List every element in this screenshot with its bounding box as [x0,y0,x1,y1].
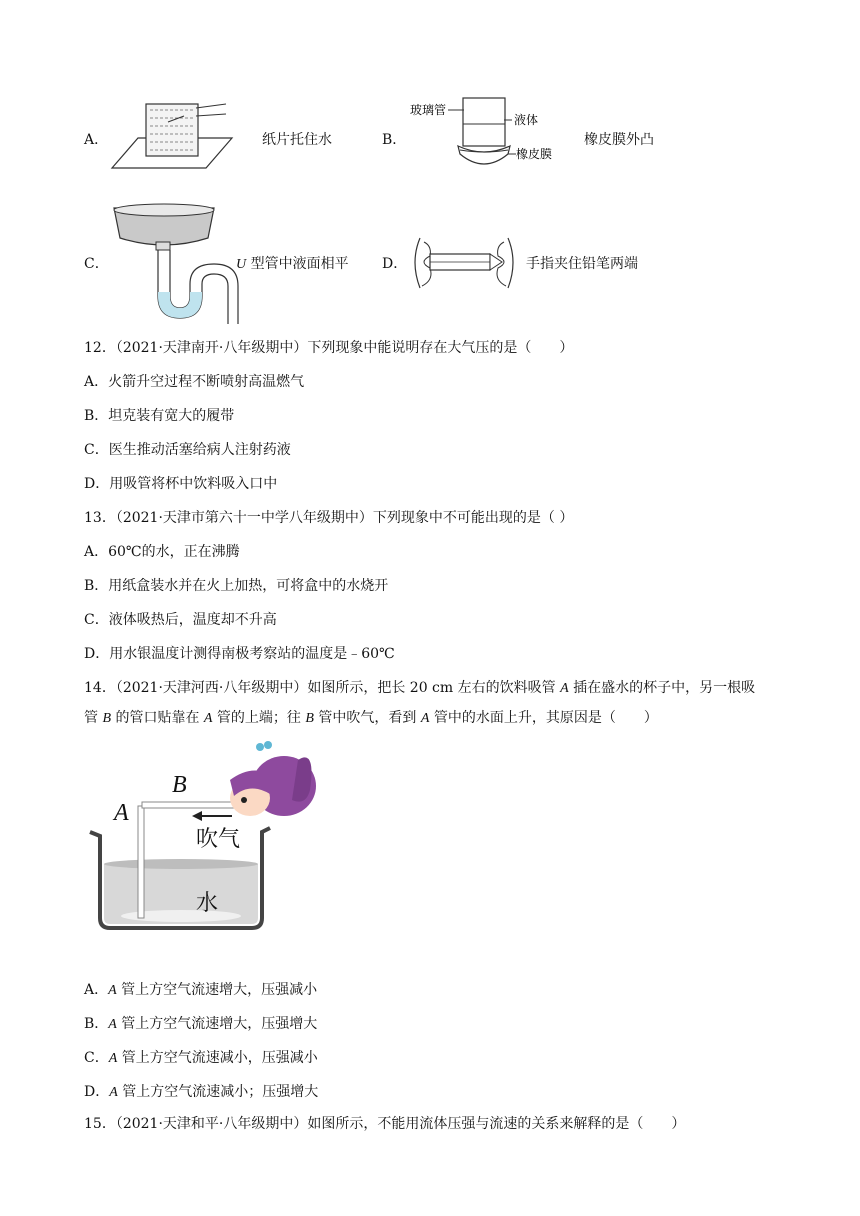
q14-var-a: A [560,681,569,696]
girl-head-icon [230,741,316,816]
q14-stem-text: 的管口贴靠在 [111,710,204,726]
q14-var-b: B [305,711,314,726]
u-tube-sink-figure [110,200,240,326]
option-letter: B． [84,1016,109,1032]
q14-stem-text: 管的上端；往 [212,710,306,726]
q12-stem: 12．（2021·天津南开·八年级期中）下列现象中能说明存在大气压的是（ ） [84,340,574,356]
q14-option-d [84,1082,318,1103]
q14-stem-text: 14．（2021·天津河西·八年级期中）如图所示，把长 20 cm 左右的饮料吸管 [84,680,561,696]
rubber-membrane-figure [408,94,578,184]
fingers-pencil-figure [408,232,520,294]
q12-option-d: D．用吸管将杯中饮料吸入口中 [84,476,278,492]
option-var: A [108,1051,118,1066]
q14-option-c [84,1048,318,1069]
q12-option-c: C．医生推动活塞给病人注射药液 [84,442,291,458]
q11-option-a-caption: 纸片托住水 [262,132,332,148]
q14-stem-text: 插在盛水的杯子中，另一根吸 [568,680,756,696]
q14-stem-text: 管中吹气，看到 [313,710,421,726]
q13-option-a: A．60℃的水，正在沸腾 [84,544,240,560]
q14-stem-line1 [84,678,755,699]
option-text: 管上方空气流速增大，压强增大 [116,1016,318,1032]
u-letter: U [236,257,247,272]
option-text: 管上方空气流速减小；压强增大 [117,1084,319,1100]
paper-holds-water-figure [108,96,238,176]
q14-stem-text: 管中的水面上升，其原因是（ ） [429,710,658,726]
q14-stem-text: 管 [84,710,103,726]
q13-option-d: D．用水银温度计测得南极考察站的温度是﹣60℃ [84,646,395,662]
label-glass-tube: 玻璃管 [410,103,447,117]
q12-option-b: B．坦克装有宽大的履带 [84,408,235,424]
option-letter: A． [84,982,109,998]
q12-option-a: A．火箭升空过程不断喷射高温燃气 [84,374,305,390]
figure-label-b: B [172,772,187,798]
q11-option-d-letter: D． [382,256,408,272]
q13-stem: 13．（2021·天津市第六十一中学八年级期中）下列现象中不可能出现的是（ ） [84,510,574,526]
option-text: 管上方空气流速增大，压强减小 [116,982,318,998]
label-liquid: 液体 [514,113,539,127]
figure-label-a: A [114,800,129,826]
option-letter: C． [84,1050,109,1066]
q14-var-a: A [420,711,430,726]
q11-option-d-caption: 手指夹住铅笔两端 [526,256,638,272]
straw-beaker-figure [84,740,324,940]
option-letter: D． [84,1084,110,1100]
q11-option-c-letter: C． [84,256,109,272]
q11-option-c-caption: 型管中液面相平 [250,256,349,272]
q14-var-b: B [102,711,112,726]
q14-stem-line2 [84,708,658,729]
option-var: A [108,983,117,998]
option-text: 管上方空气流速减小，压强减小 [117,1050,318,1066]
q11-option-a-letter: A． [84,132,109,148]
q11-option-b-caption: 橡皮膜外凸 [584,132,654,148]
q15-stem: 15．（2021·天津和平·八年级期中）如图所示，不能用流体压强与流速的关系来解释的是（ ） [84,1116,686,1132]
figure-label-blow: 吹气 [196,827,241,852]
q14-var-a: A [203,711,213,726]
q13-option-b: B．用纸盒装水并在火上加热，可将盒中的水烧开 [84,578,389,594]
option-var: A [109,1085,118,1100]
q11-option-c-caption-wrap [236,254,349,275]
figure-label-water: 水 [196,891,219,916]
q14-option-a [84,980,317,1001]
label-rubber-membrane: 橡皮膜 [516,147,553,161]
q11-option-b-letter: B． [382,132,407,148]
q14-option-b [84,1014,317,1035]
q13-option-c: C．液体吸热后，温度却不升高 [84,612,277,628]
option-var: A [108,1017,117,1032]
